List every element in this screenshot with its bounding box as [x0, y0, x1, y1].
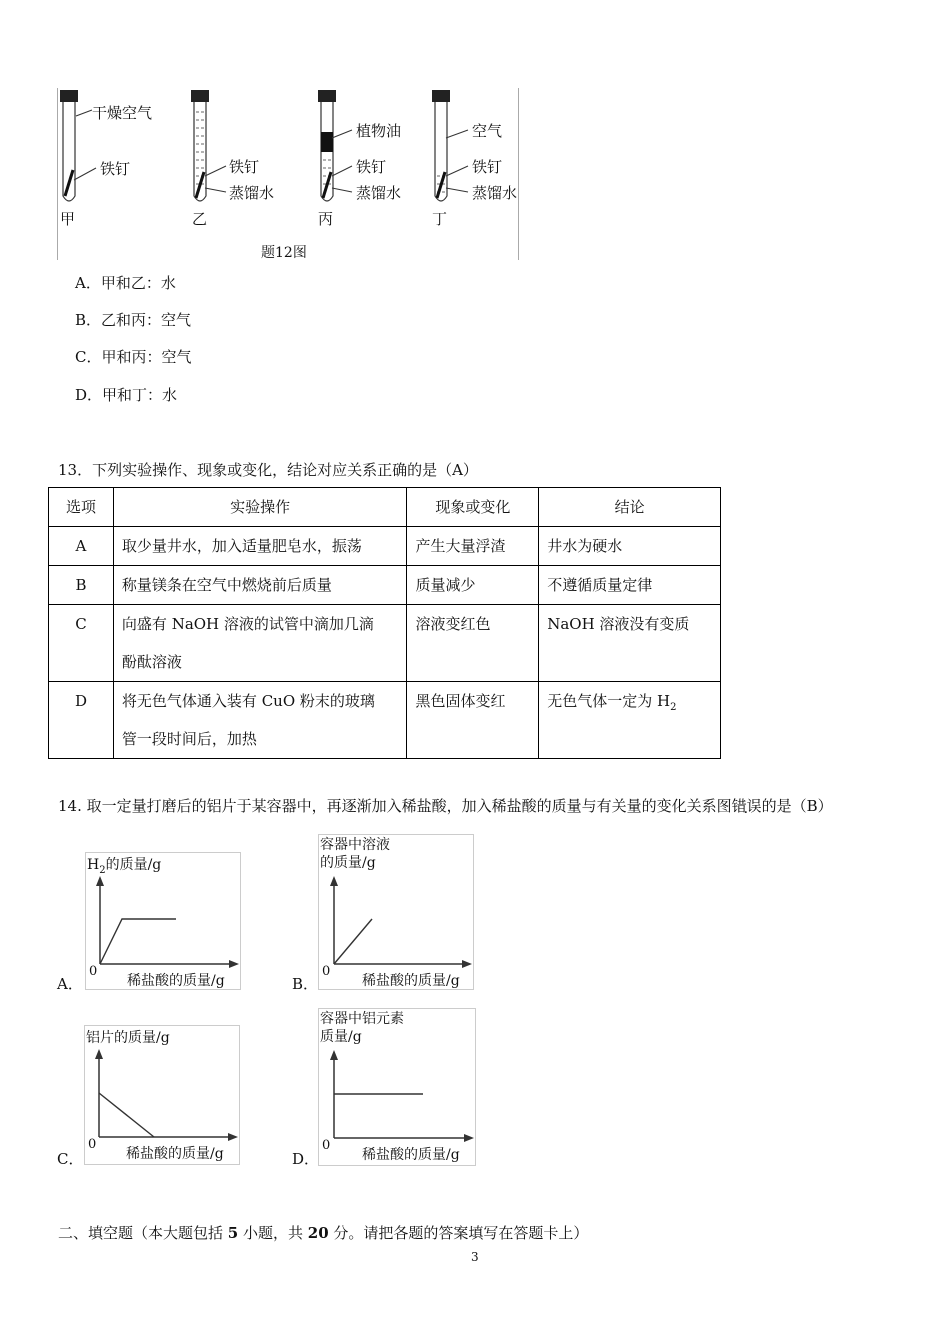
section-2-text-b: 小题，共: [238, 1224, 308, 1242]
graph-a-xlabel: 稀盐酸的质量/g: [127, 973, 225, 989]
q14-graph-a-letter: A．: [57, 975, 83, 993]
section-2-text-c: 分。请把各题的答案填写在答题卡上）: [328, 1224, 589, 1242]
graph-b-line: [334, 919, 372, 964]
label-nail: 铁钉: [356, 158, 387, 176]
q12-option-d: D．甲和丁：水: [75, 386, 178, 404]
row-phenomenon: 质量减少: [407, 566, 539, 605]
label-vegetable-oil: 植物油: [356, 122, 402, 140]
q14-graph-a: [85, 852, 241, 990]
q14-graph-b-letter: B．: [292, 975, 319, 993]
subscript-2: 2: [670, 702, 677, 713]
page-number: 3: [471, 1250, 479, 1264]
graph-a-ylabel: [87, 854, 161, 876]
section-2-text-a: 二、填空题（本大题包括: [58, 1224, 228, 1242]
graph-d-xlabel: 稀盐酸的质量/g: [362, 1147, 460, 1163]
row-operation: [113, 605, 407, 682]
table-row: [49, 527, 721, 566]
q14-stem-part1: 14. 取一定量打磨后的铝片于某容器中，再逐渐加入稀盐酸，加入稀盐酸的质量与有关量的变化关系图: [58, 797, 732, 815]
figure-caption: 题12图: [261, 245, 307, 261]
tube-bing: [318, 90, 352, 201]
label-nail: 铁钉: [472, 158, 503, 176]
row-phenomenon: 产生大量浮渣: [407, 527, 539, 566]
section-2-count: 5: [227, 1224, 239, 1242]
graph-b-xlabel: 稀盐酸的质量/g: [362, 973, 460, 989]
conclusion-text: 无色气体一定为 H: [547, 692, 671, 710]
graph-d-ylabel-2: 质量/g: [320, 1029, 362, 1045]
q12-figure: [57, 88, 519, 260]
row-conclusion: [539, 682, 721, 759]
q12-option-a: A．甲和乙：水: [75, 274, 176, 292]
row-operation: [113, 682, 407, 759]
graph-b-origin: 0: [322, 964, 331, 979]
graph-c-line: [99, 1093, 154, 1137]
label-nail: 铁钉: [229, 158, 260, 176]
q12-option-c: C．甲和丙：空气: [75, 348, 192, 366]
tube-id-jia: 甲: [60, 210, 76, 228]
table-header-row: [49, 488, 721, 527]
q14-emphasis-wrong: 错误: [731, 797, 762, 815]
section-2-heading: [58, 1222, 588, 1243]
table-row: [49, 682, 721, 759]
row-option: A: [49, 527, 114, 566]
row-option: B: [49, 566, 114, 605]
row-operation-line1: 向盛有 NaOH 溶液的试管中滴加几滴: [121, 615, 374, 633]
q14-stem-part2: 的是（B）: [761, 797, 833, 815]
graph-a-ylabel-rest: 的质量/g: [105, 857, 162, 873]
tube-ding: [432, 90, 468, 201]
graph-a-origin: 0: [89, 964, 98, 979]
header-phenomenon: 现象或变化: [407, 488, 539, 527]
header-conclusion: 结论: [539, 488, 721, 527]
graph-b-ylabel-2: 的质量/g: [320, 855, 376, 871]
graph-d-ylabel-1: 容器中铝元素: [320, 1011, 404, 1027]
row-conclusion: 不遵循质量定律: [539, 566, 721, 605]
table-row: [49, 566, 721, 605]
section-2-score: 20: [307, 1224, 329, 1242]
row-operation-line2: 酚酞溶液: [121, 653, 182, 671]
row-phenomenon: 溶液变红色: [407, 605, 539, 682]
q14-graph-c: [84, 1025, 240, 1165]
graph-a-ylabel-sub: 2: [99, 864, 106, 876]
q13-stem: 13．下列实验操作、现象或变化，结论对应关系正确的是（A）: [58, 461, 478, 479]
row-operation-line1: 将无色气体通入装有 CuO 粉末的玻璃: [121, 692, 375, 710]
q12-option-b: B．乙和丙：空气: [75, 311, 192, 329]
row-operation: 称量镁条在空气中燃烧前后质量: [113, 566, 407, 605]
graph-d-origin: 0: [322, 1138, 331, 1153]
graph-c-ylabel: 铝片的质量/g: [86, 1030, 170, 1046]
tube-id-bing: 丙: [318, 210, 334, 228]
table-row: [49, 605, 721, 682]
tube-jia: [60, 90, 96, 201]
row-phenomenon: 黑色固体变红: [407, 682, 539, 759]
label-dry-air: 干燥空气: [92, 104, 153, 122]
q14-graph-b: [318, 834, 474, 990]
q14-graph-c-letter: C．: [57, 1150, 84, 1168]
label-air: 空气: [472, 122, 503, 140]
graph-a-line: [100, 919, 176, 964]
tube-id-yi: 乙: [192, 210, 208, 228]
label-distilled-water: 蒸馏水: [229, 184, 275, 202]
q14-graph-d: [318, 1008, 476, 1166]
graph-c-xlabel: 稀盐酸的质量/g: [126, 1146, 224, 1162]
label-distilled-water: 蒸馏水: [356, 184, 402, 202]
label-nail: 铁钉: [100, 160, 131, 178]
header-option: 选项: [49, 488, 114, 527]
tube-yi: [191, 90, 226, 201]
label-distilled-water: 蒸馏水: [472, 184, 518, 202]
row-operation: 取少量井水，加入适量肥皂水，振荡: [113, 527, 407, 566]
header-operation: 实验操作: [113, 488, 407, 527]
q14-stem: [58, 795, 833, 816]
graph-b-ylabel-1: 容器中溶液: [320, 837, 390, 853]
q13-table: [48, 487, 721, 759]
q14-graph-d-letter: D．: [292, 1150, 320, 1168]
row-option: D: [49, 682, 114, 759]
row-option: C: [49, 605, 114, 682]
tube-id-ding: 丁: [432, 210, 448, 228]
graph-a-ylabel-h: H: [87, 857, 100, 873]
row-operation-line2: 管一段时间后，加热: [121, 730, 257, 748]
graph-c-origin: 0: [88, 1137, 97, 1152]
row-conclusion: 井水为硬水: [539, 527, 721, 566]
row-conclusion: NaOH 溶液没有变质: [539, 605, 721, 682]
